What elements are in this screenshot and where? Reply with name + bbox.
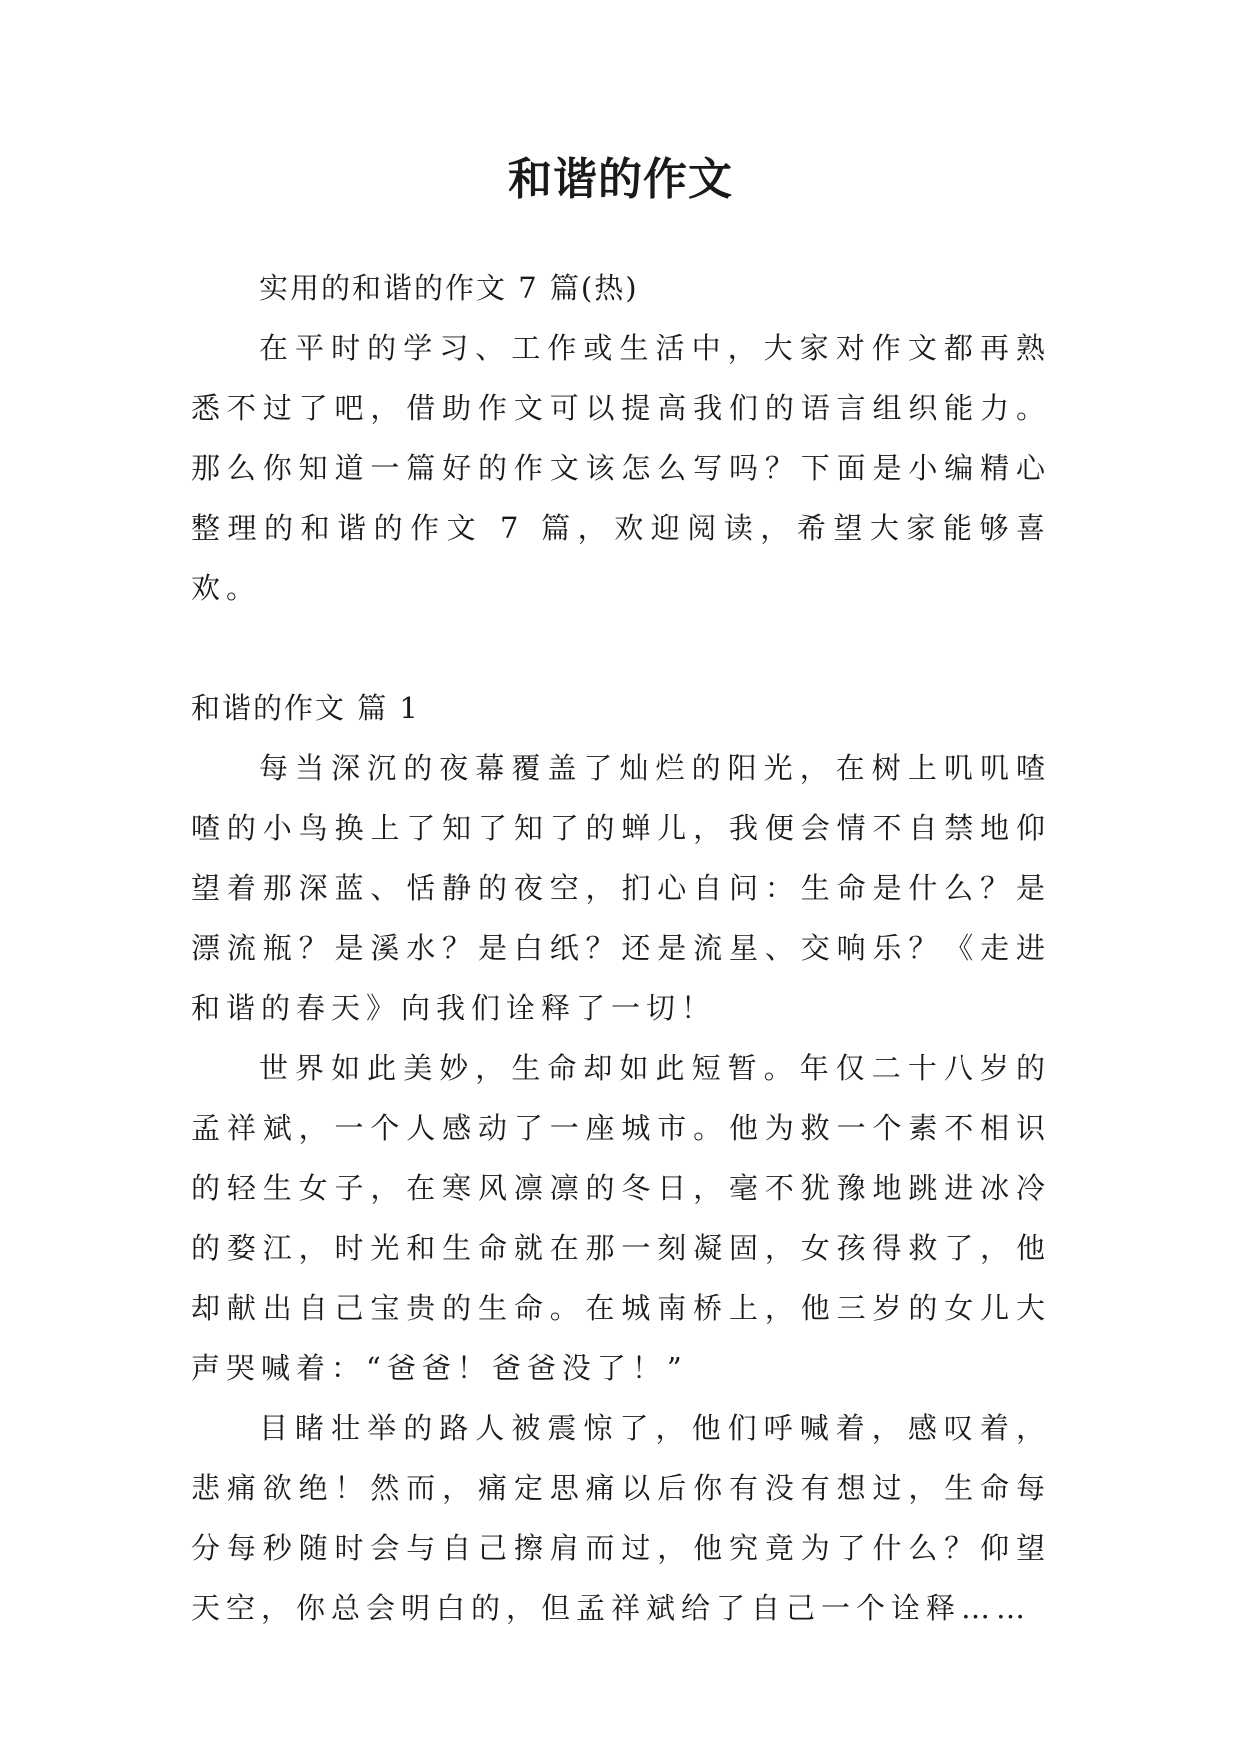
body-paragraph-2: 世界如此美妙，生命却如此短暂。年仅二十八岁的孟祥斌，一个人感动了一座城市。他为救一个素不相识的轻生女子，在寒风凛凛的冬日，毫不犹豫地跳进冰冷的婺江，时光和生命就在那一刻凝固，女孩得救了，他却献出自己宝贵的生命。在城南桥上，他三岁的女儿大声哭喊着：“爸爸！爸爸没了！” xyxy=(191,1051,1051,1385)
document-subtitle: 实用的和谐的作文 7 篇(热) xyxy=(259,271,639,305)
section-heading: 和谐的作文 篇 1 xyxy=(191,691,420,725)
body-paragraph-3: 目睹壮举的路人被震惊了，他们呼喊着，感叹着，悲痛欲绝！然而，痛定思痛以后你有没有想过，生命每分每秒随时会与自己擦肩而过，他究竟为了什么？仰望天空，你总会明白的，但孟祥斌给了自己一个诠释…… xyxy=(191,1411,1051,1625)
body-paragraph-1: 每当深沉的夜幕覆盖了灿烂的阳光，在树上叽叽喳喳的小鸟换上了知了知了的蝉儿，我便会情不自禁地仰望着那深蓝、恬静的夜空，扪心自问：生命是什么？是漂流瓶？是溪水？是白纸？还是流星、交响乐？《走进和谐的春天》向我们诠释了一切！ xyxy=(191,751,1051,1025)
document-title: 和谐的作文 xyxy=(508,154,733,205)
intro-paragraph: 在平时的学习、工作或生活中，大家对作文都再熟悉不过了吧，借助作文可以提高我们的语言组织能力。那么你知道一篇好的作文该怎么写吗？下面是小编精心整理的和谐的作文 7 篇，欢迎阅读，希望大家能够喜欢。 xyxy=(191,331,1051,605)
document-body xyxy=(191,258,1051,1638)
